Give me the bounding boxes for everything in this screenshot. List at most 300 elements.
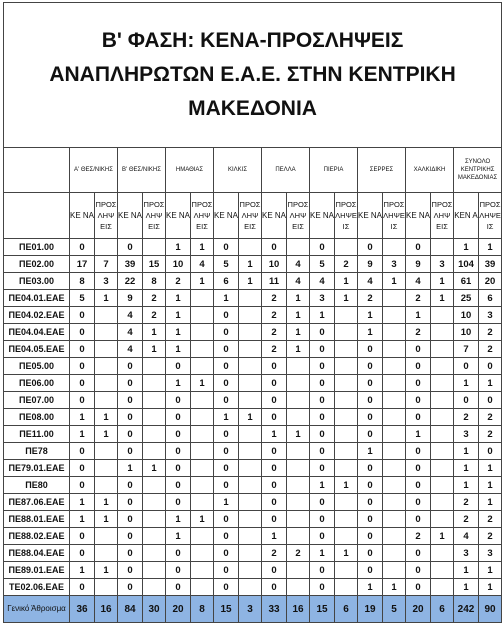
vacancies-cell: 1 bbox=[310, 477, 335, 494]
specialty-code: ΠΕ88.02.ΕΑΕ bbox=[4, 528, 70, 545]
hires-cell bbox=[143, 358, 166, 375]
vacancies-sheet bbox=[3, 2, 501, 615]
table-row bbox=[4, 460, 502, 477]
region-header: ΣΥΝΟΛΟ ΚΕΝΤΡΙΚΗΣ ΜΑΚΕΔΟΝΙΑΣ bbox=[454, 148, 502, 193]
hires-cell: 3 bbox=[383, 256, 406, 273]
vacancies-table bbox=[3, 2, 502, 623]
hires-cell: 1 bbox=[191, 375, 214, 392]
hires-cell bbox=[383, 324, 406, 341]
vacancies-cell: 4 bbox=[310, 273, 335, 290]
vacancies-cell: 1 bbox=[358, 443, 383, 460]
total-hires-cell: 16 bbox=[287, 596, 310, 623]
vacancies-cell: 0 bbox=[406, 375, 431, 392]
title-row bbox=[4, 3, 502, 148]
vacancies-cell: 4 bbox=[118, 341, 143, 358]
vacancies-cell: 8 bbox=[70, 273, 95, 290]
vacancies-cell: 0 bbox=[214, 511, 239, 528]
hires-cell bbox=[143, 494, 166, 511]
vacancies-cell: 0 bbox=[406, 545, 431, 562]
vacancies-cell: 0 bbox=[310, 358, 335, 375]
hires-cell bbox=[431, 511, 454, 528]
specialty-code: ΠΕ05.00 bbox=[4, 358, 70, 375]
hires-cell bbox=[143, 239, 166, 256]
subheader-hires: ΠΡΟΣ ΛΗΨΕ ΙΣ bbox=[383, 193, 406, 239]
table-row bbox=[4, 256, 502, 273]
hires-cell bbox=[335, 341, 358, 358]
table-row bbox=[4, 528, 502, 545]
vacancies-cell: 0 bbox=[70, 460, 95, 477]
vacancies-cell: 0 bbox=[358, 341, 383, 358]
vacancies-cell: 0 bbox=[166, 460, 191, 477]
vacancies-cell: 1 bbox=[70, 409, 95, 426]
hires-cell bbox=[95, 460, 118, 477]
vacancies-cell: 0 bbox=[310, 426, 335, 443]
hires-cell bbox=[95, 375, 118, 392]
hires-cell bbox=[239, 460, 262, 477]
hires-cell bbox=[431, 545, 454, 562]
hires-cell bbox=[383, 545, 406, 562]
hires-cell bbox=[335, 579, 358, 596]
vacancies-cell: 0 bbox=[70, 375, 95, 392]
hires-cell bbox=[191, 409, 214, 426]
vacancies-cell: 61 bbox=[454, 273, 479, 290]
vacancies-cell: 0 bbox=[70, 443, 95, 460]
hires-cell: 20 bbox=[479, 273, 502, 290]
vacancies-cell: 0 bbox=[310, 528, 335, 545]
vacancies-cell: 1 bbox=[454, 443, 479, 460]
region-header: ΣΕΡΡΕΣ bbox=[358, 148, 406, 193]
vacancies-cell: 0 bbox=[118, 409, 143, 426]
hires-cell bbox=[95, 341, 118, 358]
hires-cell bbox=[239, 443, 262, 460]
hires-cell bbox=[287, 511, 310, 528]
specialty-code: ΠΕ88.04.ΕΑΕ bbox=[4, 545, 70, 562]
vacancies-cell: 2 bbox=[454, 494, 479, 511]
vacancies-cell: 0 bbox=[214, 443, 239, 460]
hires-cell bbox=[191, 494, 214, 511]
vacancies-cell: 1 bbox=[70, 562, 95, 579]
vacancies-cell: 0 bbox=[262, 562, 287, 579]
vacancies-cell: 0 bbox=[166, 443, 191, 460]
hires-cell bbox=[287, 239, 310, 256]
total-vacancies-cell: 15 bbox=[310, 596, 335, 623]
vacancies-cell: 0 bbox=[310, 460, 335, 477]
vacancies-cell: 0 bbox=[406, 494, 431, 511]
hires-cell: 1 bbox=[95, 409, 118, 426]
vacancies-cell: 6 bbox=[214, 273, 239, 290]
hires-cell: 1 bbox=[479, 562, 502, 579]
hires-cell bbox=[287, 358, 310, 375]
hires-cell bbox=[335, 494, 358, 511]
hires-cell bbox=[335, 239, 358, 256]
hires-cell bbox=[431, 307, 454, 324]
vacancies-cell: 0 bbox=[70, 392, 95, 409]
table-row bbox=[4, 358, 502, 375]
hires-cell bbox=[287, 528, 310, 545]
vacancies-cell: 3 bbox=[454, 545, 479, 562]
vacancies-cell: 0 bbox=[406, 460, 431, 477]
hires-cell bbox=[191, 341, 214, 358]
hires-cell bbox=[287, 477, 310, 494]
hires-cell bbox=[191, 443, 214, 460]
vacancies-cell: 2 bbox=[454, 409, 479, 426]
vacancies-cell: 1 bbox=[406, 307, 431, 324]
vacancies-cell: 0 bbox=[406, 409, 431, 426]
region-header: ΗΜΑΘΙΑΣ bbox=[166, 148, 214, 193]
vacancies-cell: 1 bbox=[454, 562, 479, 579]
hires-cell bbox=[431, 392, 454, 409]
hires-cell bbox=[191, 477, 214, 494]
hires-cell bbox=[335, 443, 358, 460]
table-row bbox=[4, 290, 502, 307]
hires-cell bbox=[95, 307, 118, 324]
hires-cell bbox=[335, 375, 358, 392]
specialty-code: ΤΕ02.06.ΕΑΕ bbox=[4, 579, 70, 596]
hires-cell bbox=[383, 392, 406, 409]
vacancies-cell: 1 bbox=[214, 494, 239, 511]
table-row bbox=[4, 375, 502, 392]
vacancies-cell: 0 bbox=[262, 511, 287, 528]
hires-cell bbox=[191, 460, 214, 477]
vacancies-cell: 1 bbox=[358, 324, 383, 341]
hires-cell bbox=[143, 477, 166, 494]
vacancies-cell: 7 bbox=[454, 341, 479, 358]
total-hires-cell: 30 bbox=[143, 596, 166, 623]
vacancies-cell: 0 bbox=[358, 239, 383, 256]
hires-cell bbox=[287, 392, 310, 409]
vacancies-cell: 1 bbox=[166, 341, 191, 358]
vacancies-cell: 2 bbox=[358, 290, 383, 307]
vacancies-cell: 1 bbox=[166, 239, 191, 256]
hires-cell bbox=[239, 375, 262, 392]
table-row bbox=[4, 324, 502, 341]
vacancies-cell: 0 bbox=[214, 358, 239, 375]
hires-cell bbox=[191, 528, 214, 545]
vacancies-cell: 0 bbox=[310, 375, 335, 392]
vacancies-cell: 0 bbox=[262, 375, 287, 392]
subheader-hires: ΠΡΟΣ ΛΗΨ ΕΙΣ bbox=[431, 193, 454, 239]
hires-cell: 1 bbox=[287, 307, 310, 324]
vacancies-cell: 1 bbox=[166, 290, 191, 307]
vacancies-cell: 0 bbox=[70, 528, 95, 545]
vacancies-cell: 0 bbox=[166, 579, 191, 596]
hires-cell: 0 bbox=[479, 443, 502, 460]
vacancies-cell: 0 bbox=[70, 324, 95, 341]
hires-cell: 1 bbox=[143, 341, 166, 358]
vacancies-cell: 1 bbox=[406, 426, 431, 443]
vacancies-cell: 25 bbox=[454, 290, 479, 307]
vacancies-cell: 10 bbox=[262, 256, 287, 273]
vacancies-cell: 3 bbox=[454, 426, 479, 443]
vacancies-cell: 0 bbox=[358, 375, 383, 392]
total-vacancies-cell: 33 bbox=[262, 596, 287, 623]
hires-cell: 3 bbox=[431, 256, 454, 273]
vacancies-cell: 0 bbox=[310, 392, 335, 409]
hires-cell bbox=[239, 307, 262, 324]
hires-cell bbox=[95, 239, 118, 256]
total-vacancies-cell: 19 bbox=[358, 596, 383, 623]
vacancies-cell: 0 bbox=[166, 477, 191, 494]
vacancies-cell: 4 bbox=[358, 273, 383, 290]
vacancies-cell: 1 bbox=[166, 375, 191, 392]
hires-cell: 6 bbox=[479, 290, 502, 307]
hires-cell bbox=[191, 579, 214, 596]
vacancies-cell: 1 bbox=[262, 528, 287, 545]
hires-cell bbox=[95, 392, 118, 409]
hires-cell bbox=[191, 545, 214, 562]
hires-cell bbox=[383, 358, 406, 375]
hires-cell bbox=[143, 511, 166, 528]
hires-cell bbox=[239, 324, 262, 341]
hires-cell bbox=[191, 290, 214, 307]
vacancies-cell: 1 bbox=[358, 579, 383, 596]
hires-cell bbox=[383, 460, 406, 477]
hires-cell bbox=[431, 494, 454, 511]
vacancies-cell: 0 bbox=[262, 460, 287, 477]
subheader-hires: ΠΡΟΣ ΛΗΨ ΕΙΣ bbox=[143, 193, 166, 239]
vacancies-cell: 2 bbox=[262, 307, 287, 324]
vacancies-cell: 0 bbox=[358, 511, 383, 528]
table-row bbox=[4, 341, 502, 358]
vacancies-cell: 1 bbox=[214, 409, 239, 426]
total-hires-cell: 16 bbox=[95, 596, 118, 623]
total-hires-cell: 3 bbox=[239, 596, 262, 623]
hires-cell bbox=[287, 494, 310, 511]
vacancies-cell: 0 bbox=[358, 477, 383, 494]
subheader-vacancies: ΚΕ ΝΑ bbox=[70, 193, 95, 239]
specialty-code: ΠΕ88.01.ΕΑΕ bbox=[4, 511, 70, 528]
vacancies-cell: 1 bbox=[166, 528, 191, 545]
specialty-code: ΠΕ78 bbox=[4, 443, 70, 460]
vacancies-cell: 0 bbox=[406, 358, 431, 375]
vacancies-cell: 0 bbox=[454, 358, 479, 375]
total-vacancies-cell: 15 bbox=[214, 596, 239, 623]
hires-cell bbox=[287, 443, 310, 460]
subheader-vacancies: ΚΕ ΝΑ bbox=[406, 193, 431, 239]
vacancies-cell: 0 bbox=[70, 358, 95, 375]
hires-cell bbox=[95, 443, 118, 460]
hires-cell: 1 bbox=[287, 290, 310, 307]
vacancies-cell: 0 bbox=[214, 562, 239, 579]
vacancies-cell: 0 bbox=[118, 375, 143, 392]
hires-cell bbox=[335, 426, 358, 443]
hires-cell: 1 bbox=[191, 511, 214, 528]
specialty-code: ΠΕ02.00 bbox=[4, 256, 70, 273]
vacancies-cell: 1 bbox=[262, 426, 287, 443]
vacancies-cell: 10 bbox=[454, 307, 479, 324]
vacancies-cell: 1 bbox=[454, 477, 479, 494]
hires-cell bbox=[239, 511, 262, 528]
hires-cell bbox=[239, 290, 262, 307]
hires-cell: 1 bbox=[287, 341, 310, 358]
vacancies-cell: 1 bbox=[70, 494, 95, 511]
table-row bbox=[4, 239, 502, 256]
vacancies-cell: 0 bbox=[214, 392, 239, 409]
vacancies-cell: 17 bbox=[70, 256, 95, 273]
vacancies-cell: 0 bbox=[118, 443, 143, 460]
hires-cell bbox=[431, 358, 454, 375]
specialty-code: ΠΕ01.00 bbox=[4, 239, 70, 256]
hires-cell bbox=[431, 375, 454, 392]
specialty-code: ΠΕ06.00 bbox=[4, 375, 70, 392]
hires-cell bbox=[239, 494, 262, 511]
hires-cell: 2 bbox=[479, 511, 502, 528]
specialty-code: ΠΕ04.04.ΕΑΕ bbox=[4, 324, 70, 341]
vacancies-cell: 0 bbox=[310, 443, 335, 460]
vacancies-cell: 0 bbox=[358, 358, 383, 375]
hires-cell bbox=[383, 375, 406, 392]
hires-cell: 3 bbox=[479, 307, 502, 324]
hires-cell: 1 bbox=[383, 273, 406, 290]
vacancies-cell: 0 bbox=[214, 307, 239, 324]
vacancies-cell: 1 bbox=[166, 511, 191, 528]
vacancies-cell: 2 bbox=[262, 290, 287, 307]
vacancies-cell: 0 bbox=[406, 579, 431, 596]
hires-cell: 1 bbox=[95, 511, 118, 528]
specialty-code: ΠΕ79.01.ΕΑΕ bbox=[4, 460, 70, 477]
vacancies-cell: 4 bbox=[406, 273, 431, 290]
hires-cell bbox=[383, 443, 406, 460]
vacancies-cell: 0 bbox=[262, 579, 287, 596]
hires-cell: 1 bbox=[191, 273, 214, 290]
vacancies-cell: 9 bbox=[118, 290, 143, 307]
hires-cell bbox=[335, 528, 358, 545]
vacancies-cell: 0 bbox=[214, 426, 239, 443]
vacancies-cell: 0 bbox=[358, 392, 383, 409]
hires-cell: 1 bbox=[239, 409, 262, 426]
hires-cell bbox=[143, 545, 166, 562]
vacancies-cell: 4 bbox=[118, 324, 143, 341]
vacancies-cell: 0 bbox=[262, 239, 287, 256]
vacancies-cell: 5 bbox=[214, 256, 239, 273]
vacancies-cell: 0 bbox=[406, 443, 431, 460]
vacancies-cell: 5 bbox=[310, 256, 335, 273]
region-header-row bbox=[4, 148, 502, 193]
hires-cell: 2 bbox=[479, 528, 502, 545]
hires-cell: 2 bbox=[143, 307, 166, 324]
specialty-code: ΠΕ80 bbox=[4, 477, 70, 494]
hires-cell bbox=[383, 528, 406, 545]
table-row bbox=[4, 409, 502, 426]
hires-cell: 1 bbox=[431, 290, 454, 307]
vacancies-cell: 0 bbox=[310, 239, 335, 256]
vacancies-cell: 0 bbox=[214, 341, 239, 358]
region-header: ΚΙΛΚΙΣ bbox=[214, 148, 262, 193]
region-header: ΧΑΛΚΙΔΙΚΗ bbox=[406, 148, 454, 193]
vacancies-cell: 5 bbox=[70, 290, 95, 307]
region-header: ΠΕΛΛΑ bbox=[262, 148, 310, 193]
hires-cell bbox=[191, 392, 214, 409]
specialty-code: ΠΕ87.06.ΕΑΕ bbox=[4, 494, 70, 511]
hires-cell: 1 bbox=[383, 579, 406, 596]
hires-cell: 4 bbox=[287, 256, 310, 273]
vacancies-cell: 0 bbox=[262, 477, 287, 494]
vacancies-cell: 1 bbox=[118, 460, 143, 477]
hires-cell bbox=[191, 562, 214, 579]
hires-cell: 8 bbox=[143, 273, 166, 290]
corner-cell bbox=[4, 193, 70, 239]
hires-cell bbox=[383, 290, 406, 307]
specialty-code: ΠΕ04.01.ΕΑΕ bbox=[4, 290, 70, 307]
hires-cell: 1 bbox=[335, 273, 358, 290]
vacancies-cell: 2 bbox=[406, 528, 431, 545]
vacancies-cell: 4 bbox=[454, 528, 479, 545]
hires-cell: 1 bbox=[95, 426, 118, 443]
hires-cell bbox=[95, 528, 118, 545]
vacancies-cell: 0 bbox=[406, 511, 431, 528]
vacancies-cell: 0 bbox=[166, 426, 191, 443]
hires-cell bbox=[431, 579, 454, 596]
vacancies-cell: 0 bbox=[214, 579, 239, 596]
vacancies-cell: 0 bbox=[214, 239, 239, 256]
vacancies-cell: 1 bbox=[70, 511, 95, 528]
hires-cell: 1 bbox=[143, 324, 166, 341]
total-vacancies-cell: 84 bbox=[118, 596, 143, 623]
hires-cell bbox=[95, 477, 118, 494]
total-vacancies-cell: 20 bbox=[166, 596, 191, 623]
vacancies-cell: 0 bbox=[70, 579, 95, 596]
hires-cell: 1 bbox=[239, 273, 262, 290]
hires-cell bbox=[287, 375, 310, 392]
subheader-hires: ΠΡΟΣ ΛΗΨ ΕΙΣ bbox=[191, 193, 214, 239]
title-line: ΜΑΚΕΔΟΝΙΑ bbox=[188, 97, 317, 120]
vacancies-cell: 0 bbox=[166, 358, 191, 375]
vacancies-cell: 0 bbox=[214, 460, 239, 477]
hires-cell: 1 bbox=[479, 460, 502, 477]
region-header: Β' ΘΕΣ/ΝΙΚΗΣ bbox=[118, 148, 166, 193]
hires-cell bbox=[383, 307, 406, 324]
hires-cell bbox=[143, 392, 166, 409]
hires-cell: 2 bbox=[479, 409, 502, 426]
total-hires-cell: 90 bbox=[479, 596, 502, 623]
hires-cell bbox=[335, 511, 358, 528]
hires-cell bbox=[383, 239, 406, 256]
vacancies-cell: 0 bbox=[214, 477, 239, 494]
total-label: Γενικό Άθροισμα bbox=[4, 596, 70, 623]
hires-cell: 4 bbox=[191, 256, 214, 273]
vacancies-cell: 1 bbox=[70, 426, 95, 443]
specialty-code: ΠΕ04.02.ΕΑΕ bbox=[4, 307, 70, 324]
hires-cell bbox=[143, 426, 166, 443]
hires-cell bbox=[143, 579, 166, 596]
hires-cell: 1 bbox=[431, 273, 454, 290]
hires-cell bbox=[383, 341, 406, 358]
hires-cell bbox=[143, 409, 166, 426]
vacancies-cell: 9 bbox=[358, 256, 383, 273]
hires-cell: 0 bbox=[479, 358, 502, 375]
vacancies-cell: 0 bbox=[214, 528, 239, 545]
vacancies-cell: 2 bbox=[262, 545, 287, 562]
vacancies-cell: 0 bbox=[358, 494, 383, 511]
hires-cell bbox=[431, 239, 454, 256]
vacancies-cell: 2 bbox=[454, 511, 479, 528]
hires-cell bbox=[95, 358, 118, 375]
table-row bbox=[4, 494, 502, 511]
table-row bbox=[4, 562, 502, 579]
vacancies-cell: 4 bbox=[118, 307, 143, 324]
vacancies-cell: 0 bbox=[214, 375, 239, 392]
hires-cell bbox=[95, 579, 118, 596]
hires-cell bbox=[191, 426, 214, 443]
vacancies-cell: 0 bbox=[406, 477, 431, 494]
hires-cell bbox=[431, 324, 454, 341]
hires-cell bbox=[143, 443, 166, 460]
hires-cell bbox=[383, 409, 406, 426]
hires-cell bbox=[239, 562, 262, 579]
hires-cell bbox=[191, 307, 214, 324]
vacancies-cell: 11 bbox=[262, 273, 287, 290]
vacancies-cell: 2 bbox=[406, 290, 431, 307]
